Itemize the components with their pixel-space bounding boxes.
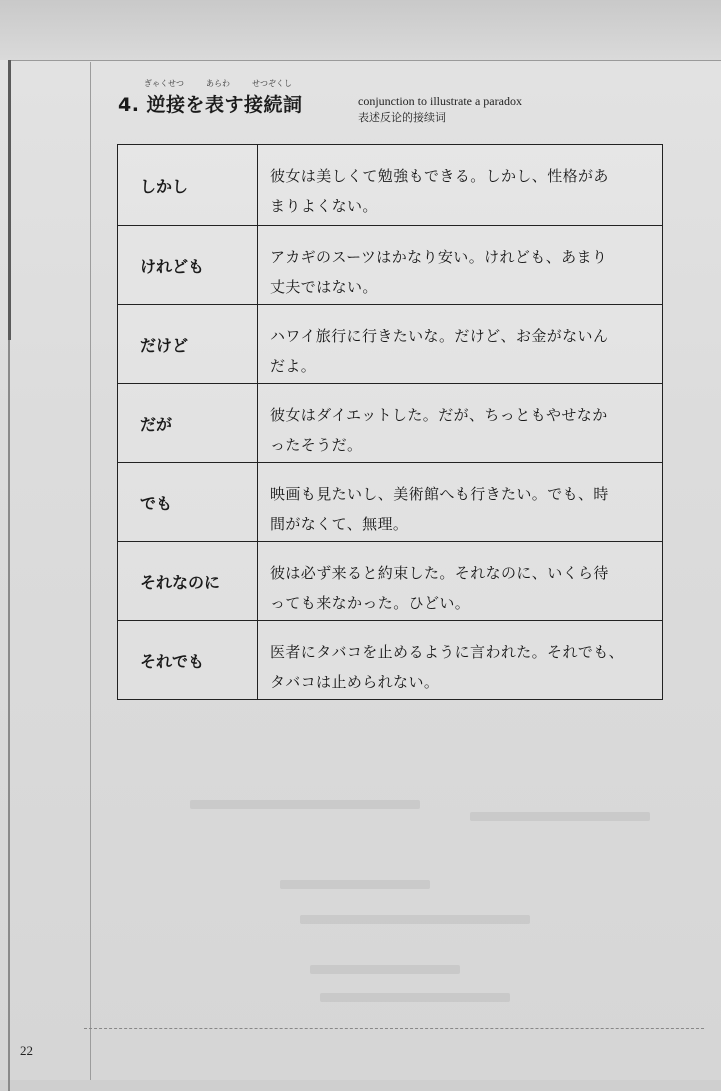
subtitle-chinese: 表述反论的接续词: [358, 111, 446, 124]
example-line: 彼女は美しくて勉強もできる。しかし、性格があ: [270, 167, 609, 185]
conjunction-term: だけど: [118, 305, 258, 383]
bleed-through-mark: [310, 965, 460, 974]
example-sentence: [258, 463, 662, 541]
example-line: だよ。: [270, 357, 317, 375]
example-line: っても来なかった。ひどい。: [270, 594, 471, 612]
example-line: 間がなくて、無理。: [270, 515, 409, 533]
table-row: [118, 462, 662, 541]
example-sentence: [258, 305, 662, 383]
section-title: 4. 逆接を表す接続詞: [118, 94, 303, 116]
example-sentence: [258, 145, 662, 225]
conjunction-term: しかし: [118, 145, 258, 225]
bleed-through-mark: [300, 915, 530, 924]
example-line: 医者にタバコを止めるように言われた。それでも、: [270, 643, 625, 661]
bleed-through-mark: [320, 993, 510, 1002]
left-margin-bar: [8, 60, 11, 340]
bleed-through-mark: [470, 812, 650, 821]
page-number: 22: [20, 1043, 33, 1058]
conjunction-term: だが: [118, 384, 258, 462]
heading-furigana: ぎゃくせつ: [144, 79, 184, 88]
conjunction-term: それでも: [118, 621, 258, 699]
example-line: タバコは止められない。: [270, 673, 440, 691]
example-line: まりよくない。: [270, 197, 378, 215]
page-top-edge: [0, 0, 721, 60]
section-heading: [118, 78, 338, 128]
table-row: [118, 225, 662, 304]
bleed-through-mark: [190, 800, 420, 809]
example-line: ったそうだ。: [270, 436, 363, 454]
example-sentence: [258, 384, 662, 462]
table-row: [118, 145, 662, 225]
table-row: [118, 383, 662, 462]
inner-margin-rule: [90, 62, 91, 1080]
example-sentence: [258, 542, 662, 620]
example-line: 映画も見たいし、美術館へも行きたい。でも、時: [270, 485, 609, 503]
example-sentence: [258, 226, 662, 304]
bleed-through-mark: [280, 880, 430, 889]
conjunction-term: でも: [118, 463, 258, 541]
heading-furigana: せつぞくし: [252, 79, 292, 88]
example-line: アカギのスーツはかなり安い。けれども、あまり: [270, 248, 608, 266]
example-sentence: [258, 621, 662, 699]
example-line: 彼は必ず来ると約束した。それなのに、いくら待: [270, 564, 609, 582]
conjunction-table: [117, 144, 663, 700]
example-line: 彼女はダイエットした。だが、ちっともやせなか: [270, 406, 608, 424]
table-row: [118, 620, 662, 699]
table-row: [118, 304, 662, 383]
table-row: [118, 541, 662, 620]
example-line: ハワイ旅行に行きたいな。だけど、お金がないん: [270, 327, 609, 345]
dashed-divider: [84, 1028, 704, 1029]
example-line: 丈夫ではない。: [270, 278, 378, 296]
heading-furigana: あらわ: [206, 79, 230, 88]
subtitle-english: conjunction to illustrate a paradox: [358, 94, 522, 108]
conjunction-term: けれども: [118, 226, 258, 304]
conjunction-term: それなのに: [118, 542, 258, 620]
